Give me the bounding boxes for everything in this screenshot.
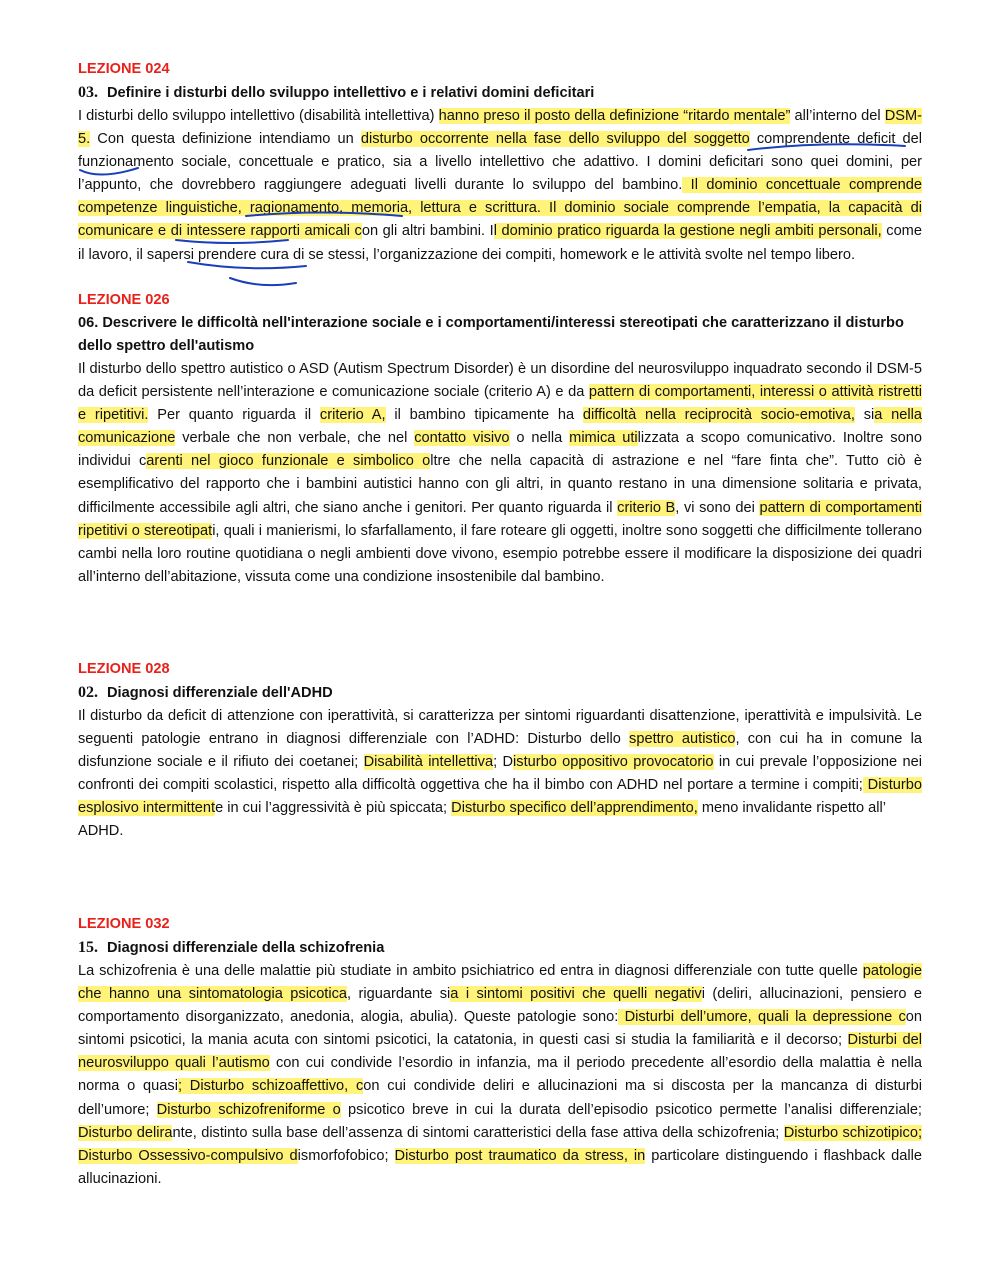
text-run: particolare distinguendo i flashback dalle allucinazioni. (78, 1147, 922, 1187)
highlight: Disturbo specifico dell’apprendimento, (451, 800, 698, 817)
highlight: Disturbo schizotipico; Disturbo Ossessivo-compulsivo d (78, 1124, 923, 1164)
text-run: meno invalidante rispetto all’ (697, 800, 886, 817)
answer-text (78, 705, 922, 844)
highlight: isturbo oppositivo provocatorio (513, 754, 714, 771)
highlight: Disturbo schizofreniforme o (156, 1101, 341, 1118)
highlight: spettro autistico (629, 731, 736, 748)
highlight: Il dominio concettuale comprende competenze linguistiche, ragionamento, memoria, lettura e scrittura. Il dominio sociale comprende l’empatia, la capacità di comunicare e di intessere rapporti amicali c (78, 177, 922, 240)
highlight: criterio B (617, 499, 676, 516)
question-title (78, 81, 922, 105)
question-title-text: Descrivere le difficoltà nell'interazione sociale e i comportamenti/interessi stereotipati che caratterizzano il disturbo dello spettro dell'autismo (78, 315, 904, 354)
answer-text (78, 105, 922, 267)
question-title-text: Diagnosi differenziale dell'ADHD (107, 685, 333, 701)
text-run: con cui condivide l’esordio in infanzia, ma il periodo precedente all’esordio della malattia è nella norma o quasi (78, 1055, 922, 1095)
highlight: DSM-5. (78, 108, 922, 148)
text-run: I disturbi dello sviluppo intellettivo (disabilità intellettiva) (78, 108, 439, 124)
text-run: come il lavoro, il sapersi prendere cura di se stessi, l’organizzazione dei compiti, homework e le attività svolte nel tempo libero. (78, 223, 922, 263)
highlight: Disturbo esplosivo intermittent (78, 777, 922, 817)
document-page (78, 58, 922, 1191)
text-run: , vi sono dei (675, 499, 760, 516)
text-run: lizzata a scopo comunicativo. Inoltre sono individui c (78, 430, 922, 470)
highlight: arenti nel gioco funzionale e simbolico o (146, 453, 431, 470)
text-run: ismorfofobico; (297, 1147, 395, 1164)
text-run: on gli altri bambini. I (361, 223, 494, 240)
highlight: pattern di comportamenti, interessi o attività ristretti e ripetitivi. (78, 384, 922, 424)
highlight: contatto visivo (414, 430, 510, 447)
highlight: l dominio pratico riguarda la gestione negli ambiti personali, (493, 223, 882, 240)
text-run: il bambino tipicamente ha (385, 407, 583, 424)
highlight: disturbo occorrente nella fase dello sviluppo del soggetto (360, 131, 750, 148)
text-run: in cui prevale l’opposizione nei confronti dei compiti scolastici, rispetto alla difficoltà oggettiva che ha il bimbo con ADHD nel portare a termine i compiti; (78, 754, 922, 794)
text-run: nte, distinto sulla base dell’assenza di sintomi caratteristici della fase attiva della schizofrenia; (172, 1124, 784, 1141)
highlight: a i sintomi positivi che quelli negativ (450, 986, 702, 1003)
question-title (78, 312, 922, 358)
highlight: a nella comunicazione (78, 407, 922, 447)
text-run: psicotico breve in cui la durata dell’episodio psicotico permette l’analisi differenziale; (340, 1101, 922, 1118)
text-run: o nella (509, 430, 570, 447)
lesson-section (78, 289, 922, 658)
lesson-label: LEZIONE 032 (78, 916, 170, 932)
question-title-text: Diagnosi differenziale della schizofrenia (107, 940, 385, 956)
question-number: 06. (78, 315, 99, 331)
highlight: ; Disturbo schizoaffettivo, c (177, 1078, 364, 1095)
question-title (78, 681, 922, 705)
text-run: si (854, 407, 875, 424)
question-number: 15. (78, 939, 98, 956)
highlight: hanno preso il posto della definizione “ritardo mentale” (438, 108, 791, 124)
highlight: Disturbo delira (78, 1124, 173, 1141)
answer-text (78, 358, 922, 589)
text-run: i, quali i manierismi, lo sfarfallamento, il fare roteare gli oggetti, inoltre sono soggetti che difficilmente tollerano cambi nella loro routine quotidiana o negli ambienti dove vivono, esempio potrebbe essere il modificare la disposizione dei quadri all’interno dell’abitazione, vissuta come una condizione insostenibile dal bambino. (78, 522, 922, 585)
highlight: patologie che hanno una sintomatologia psicotica (78, 963, 922, 1003)
text-run: Per quanto riguarda il (148, 407, 320, 424)
text-run: verbale che non verbale, che nel (175, 430, 415, 447)
highlight: Disturbi del neurosviluppo quali l’autismo (78, 1032, 922, 1072)
text-run: e in cui l’aggressività è più spiccata; (215, 800, 452, 817)
highlight: criterio A, (319, 407, 386, 424)
lesson-section (78, 658, 922, 913)
highlight: Disturbo post traumatico da stress, in (394, 1147, 646, 1164)
text-run: on sintomi psicotici, la mania acuta con sintomi psicotici, la catatonia, in questi casi si studia la familiarità e il decorso; (78, 1009, 922, 1049)
text-run: i (deliri, allucinazioni, pensiero e comportamento disorganizzato, anedonia, alogia, abulia). Queste patologie sono: (78, 986, 922, 1026)
lesson-section (78, 58, 922, 289)
lesson-label: LEZIONE 028 (78, 661, 170, 677)
question-title-text: Definire i disturbi dello sviluppo intellettivo e i relativi domini deficitari (107, 85, 595, 101)
text-run: ADHD. (78, 823, 124, 840)
text-run: , riguardante si (347, 986, 451, 1003)
text-run: Il disturbo dello spettro autistico o ASD (Autism Spectrum Disorder) è un disordine del neurosviluppo inquadrato secondo il DSM-5 da deficit persistente nell’interazione e comunicazione sociale (criterio A) e da (78, 361, 922, 401)
highlight: Disabilità intellettiva (363, 754, 494, 771)
highlight: Disturbi dell’umore, quali la depressione c (618, 1009, 906, 1026)
text-run: all’interno del (790, 108, 885, 124)
text-run: on cui condivide deliri e allucinazioni ma si discosta per la mancanza di disturbi dell’umore; (78, 1078, 923, 1118)
lesson-section (78, 913, 922, 1191)
text-run: comprendente deficit del funzionamento sociale, concettuale e pratico, sia a livello intellettivo che adattivo. I domini deficitari sono quei domini, per l’appunto, che dovrebbero raggiungere adeguati livelli durante lo sviluppo del bambino. (78, 131, 922, 194)
highlight: difficoltà nella reciprocità socio-emotiva, (582, 407, 855, 424)
lesson-label: LEZIONE 026 (78, 292, 170, 308)
text-run: Con questa definizione intendiamo un (90, 131, 361, 148)
lesson-label: LEZIONE 024 (78, 61, 170, 77)
answer-text (78, 960, 922, 1191)
question-number: 03. (78, 84, 98, 101)
text-run: Il disturbo da deficit di attenzione con iperattività, si caratterizza per sintomi riguardanti disattenzione, iperattività e impulsività. Le seguenti patologie entrano in diagnosi differenziale con l’ADHD: Disturbo dello (78, 708, 922, 748)
highlight: mimica uti (569, 430, 638, 447)
highlight: pattern di comportamenti ripetitivi o stereotipat (78, 499, 922, 539)
text-run: , con cui ha in comune la disfunzione sociale e il rifiuto dei coetanei; (78, 731, 922, 771)
question-number: 02. (78, 684, 98, 701)
text-run: ; D (493, 754, 514, 771)
text-run: La schizofrenia è una delle malattie più studiate in ambito psichiatrico ed entra in diagnosi differenziale con tutte quelle (78, 963, 863, 979)
question-title (78, 936, 922, 960)
text-run: ltre che nella capacità di astrazione e nel “fare finta che”. Tutto ciò è esemplificativo del rapporto che i bambini autistici hanno con gli altri, in quanto restano in una dimensione solitaria e privata, difficilmente accessibile agli altri, che siano anche i genitori. Per quanto riguarda il (78, 453, 922, 516)
